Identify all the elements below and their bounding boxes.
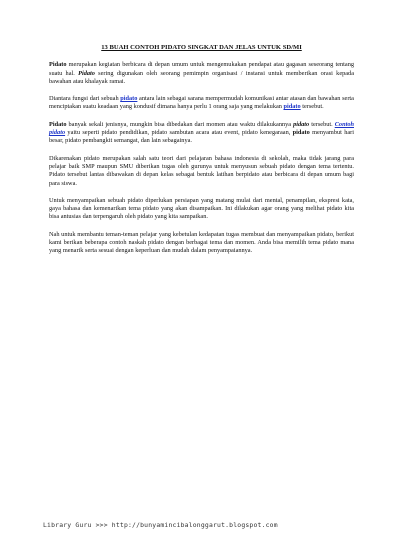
- paragraph-3: [49, 121, 354, 146]
- paragraph-1-text-b: sering digunakan oleh seorang pemimpin organisasi / instansi untuk memberikan orasi kepada bawahan atau khalayak ramai.: [49, 69, 354, 85]
- pidato-link-2[interactable]: pidato: [283, 103, 301, 111]
- document-title: 13 BUAH CONTOH PIDATO SINGKAT DAN JELAS UNTUK SD/MI: [101, 44, 302, 51]
- contoh-pidato-link[interactable]: Contoh pidato: [49, 120, 354, 137]
- paragraph-3-text-d: menyambut hari besar, pidato pembangkit semangat, dan lain sebagainya.: [49, 129, 354, 145]
- document-body: [49, 44, 354, 265]
- paragraph-2-text-b: antara lain sebagai sarana mempermudah komunikasi antar atasan dan bawahan serta menciptakan suatu keadaan yang kondusif dimana hanya perlu 1 orang saja yang melakukan: [49, 95, 354, 111]
- page-footer: Library Guru >>> http://bunyamincibalonggarut.blogspot.com: [43, 521, 278, 529]
- paragraph-5: Untuk menyampaikan sebuah pidato diperlukan persiapan yang matang mulai dari mental, penampilan, ekspresi kata, gaya bahasa dan kemenarikan tema pidato yang akan disampaikan. Ini dilakukan agar orang yang melihat pidato kita bisa antusias dan terpengaruh oleh pidato yang kita sampaikan.: [49, 196, 354, 221]
- pidato-link-1[interactable]: pidato: [120, 95, 138, 103]
- paragraph-1-text-a: merupakan kegiatan berbicara di depan umum untuk mengemukakan pendapat atau gagasan seseorang tentang suatu hal.: [49, 61, 354, 77]
- paragraph-3-text-a: banyak sekali jenisnya, mungkin bisa dibedakan dari momen atau waktu dilakukannya: [66, 120, 294, 128]
- paragraph-4: Dikarenakan pidato merupakan salah satu teori dari pelajaran bahasa indonesia di sekolah, maka tidak jarang para pelajar baik SMP maupun SMU diberikan tugas oleh gurunya untuk menyusun sebuah pidato dengan tema tertentu. Pidato tersebut lantas dibawakan di depan kelas sebagai bentuk latihan berpidato atau berbicara di depan umum bagi para siswa.: [49, 154, 354, 187]
- paragraph-3-text-c: yaitu seperti pidato pendidikan, pidato sambutan acara atau event, pidato kenegaraan,: [65, 129, 293, 137]
- term-pidato: Pidato: [49, 61, 67, 69]
- paragraph-3-text-b: tersebut.: [309, 120, 335, 128]
- term-pidato-2: Pidato: [49, 120, 67, 128]
- paragraph-6: Nah untuk membantu teman-teman pelajar yang kebetulan kedapatan tugas membuat dan menyampaikan pidato, berikut kami berikan beberapa contoh naskah pidato dengan berbagai tema dan momen. Anda bisa memilih tema pidato mana yang menarik serta sesuai dengan keperluan dan mudah dalam penyampaiannya.: [49, 230, 354, 255]
- paragraph-2: [49, 95, 354, 112]
- paragraph-2-text-a: Diantara fungsi dari sebuah: [49, 95, 121, 103]
- paragraph-2-text-c: tersebut.: [300, 103, 324, 111]
- term-pidato-italic-2: pidato: [293, 120, 310, 128]
- term-pidato-3: pidato: [292, 129, 310, 137]
- term-pidato-italic: Pidato: [78, 69, 95, 77]
- paragraph-1: [49, 61, 354, 86]
